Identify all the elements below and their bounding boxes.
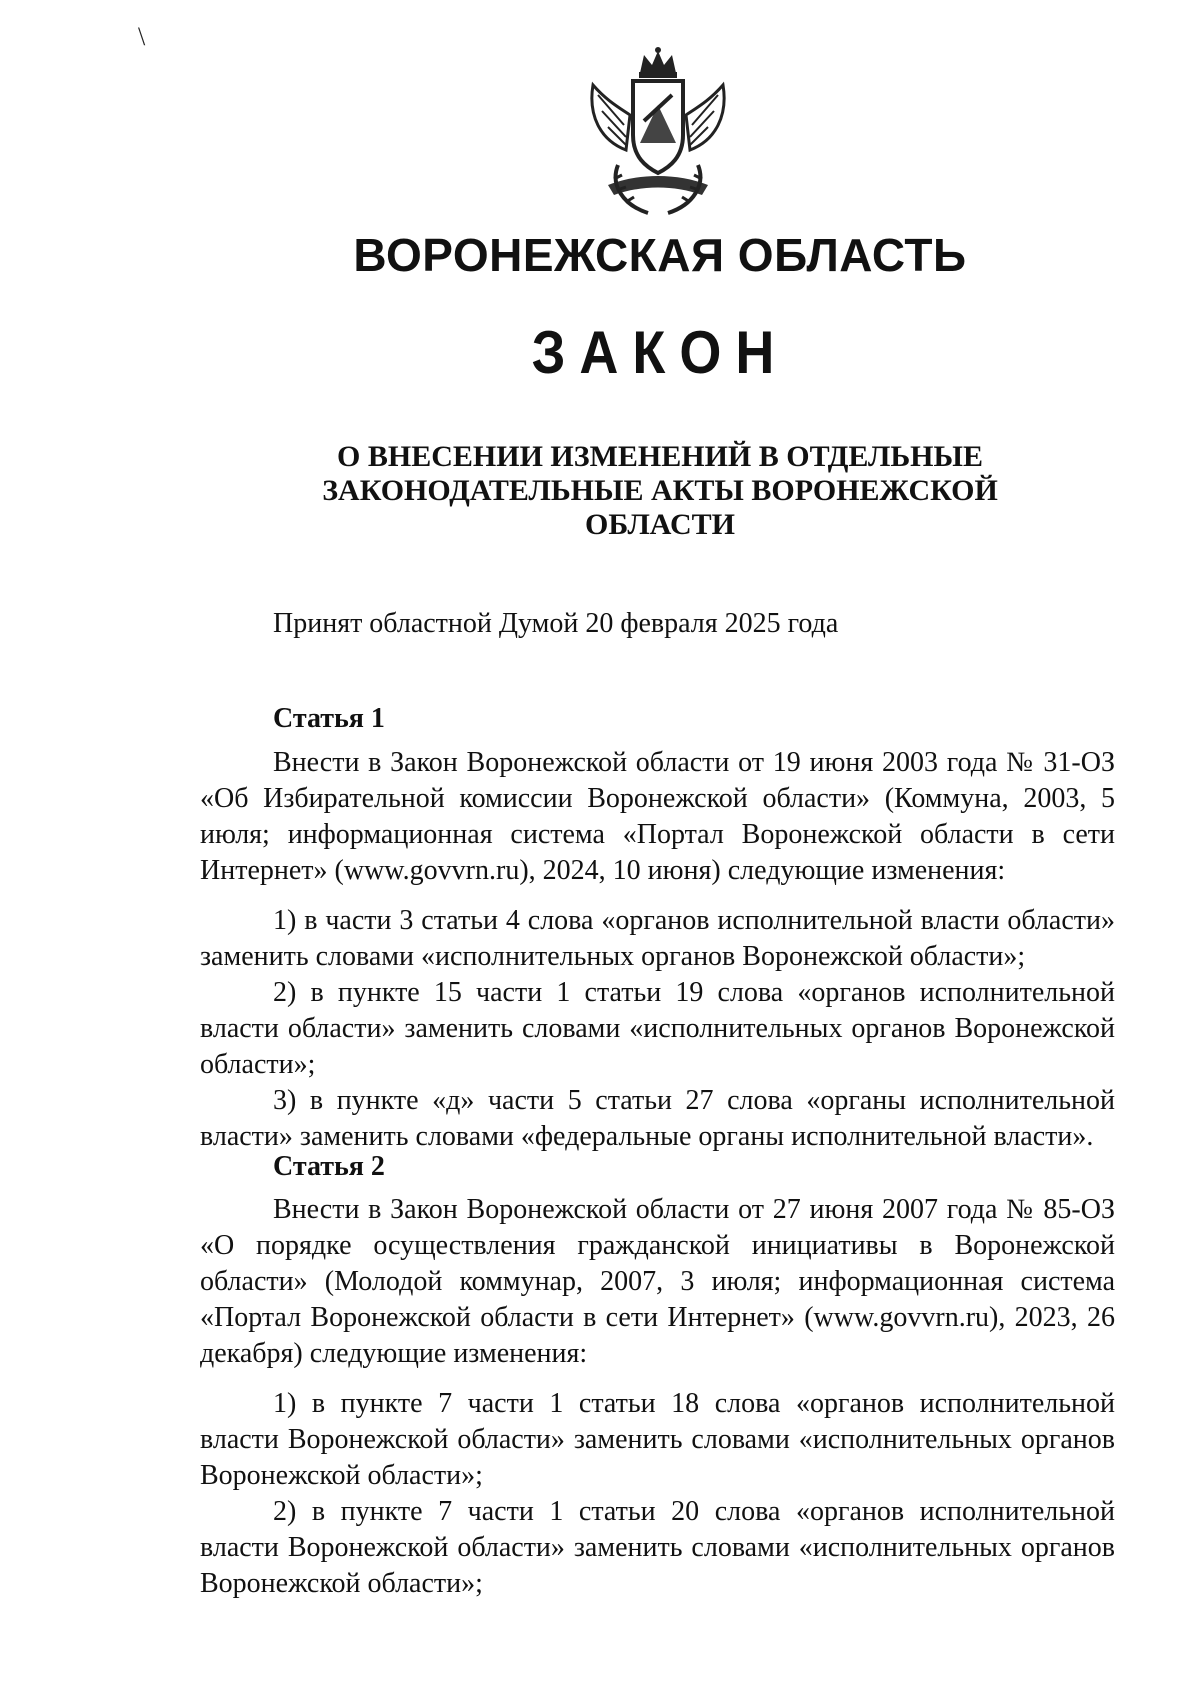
- amendment-item: 2) в пункте 15 части 1 статьи 19 слова «органов исполнительной власти области» заменить словами «исполнительных органов Воронежской области»;: [200, 977, 1115, 1080]
- law-title: ЗАКОН: [531, 319, 789, 387]
- law-subtitle: О ВНЕСЕНИИ ИЗМЕНЕНИЙ В ОТДЕЛЬНЫЕ ЗАКОНОДАТЕЛЬНЫЕ АКТЫ ВОРОНЕЖСКОЙ ОБЛАСТИ: [322, 440, 998, 541]
- amendment-item: 1) в пункте 7 части 1 статьи 18 слова «органов исполнительной власти Воронежской области» заменить словами «исполнительных органов Воронежской области»;: [200, 1388, 1115, 1491]
- adoption-date: Принят областной Думой 20 февраля 2025 года: [273, 608, 839, 639]
- coat-of-arms-icon: [578, 45, 738, 220]
- article-intro: Внести в Закон Воронежской области от 19 июня 2003 года № 31-ОЗ «Об Избирательной комиссии Воронежской области» (Коммуна, 2003, 5 июля; информационная система «Портал Воронежской области в сети Интернет» (www.govvrn.ru), 2024, 10 июня) следующие изменения:: [200, 747, 1115, 886]
- scan-mark: \: [138, 22, 146, 51]
- amendment-item: 1) в части 3 статьи 4 слова «органов исполнительной власти области» заменить словами «исполнительных органов Воронежской области»;: [200, 905, 1115, 972]
- amendment-item: 3) в пункте «д» части 5 статьи 27 слова «органы исполнительной власти» заменить словами «федеральные органы исполнительной власти».: [200, 1085, 1115, 1152]
- region-title: ВОРОНЕЖСКАЯ ОБЛАСТЬ: [353, 229, 967, 281]
- article-intro: Внести в Закон Воронежской области от 27 июня 2007 года № 85-ОЗ «О порядке осуществления гражданской инициативы в Воронежской области» (Молодой коммунар, 2007, 3 июля; информационная система «Портал Воронежской области в сети Интернет» (www.govvrn.ru), 2023, 26 декабря) следующие изменения:: [200, 1194, 1115, 1369]
- article-heading: Статья 1: [273, 703, 385, 734]
- amendment-item: 2) в пункте 7 части 1 статьи 20 слова «органов исполнительной власти Воронежской области» заменить словами «исполнительных органов Воронежской области»;: [200, 1496, 1115, 1599]
- article-heading: Статья 2: [273, 1151, 385, 1182]
